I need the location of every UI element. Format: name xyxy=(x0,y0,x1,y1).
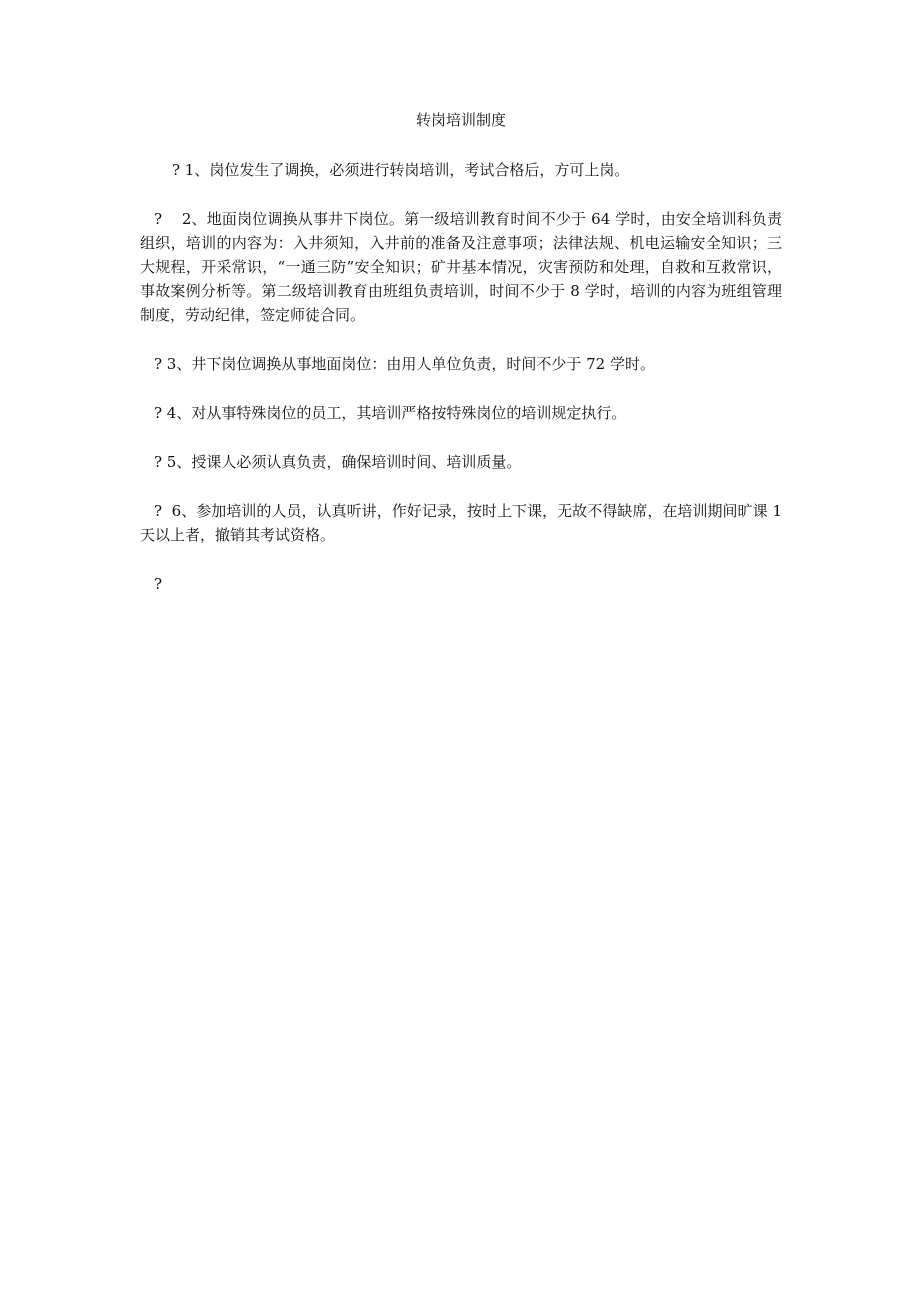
paragraph-2: ? 2、地面岗位调换从事井下岗位。第一级培训教育时间不少于 64 学时，由安全培训科负责组织，培训的内容为：入井须知，入井前的准备及注意事项；法律法规、机电运输安全知识；三大规程，开采常识，“一通三防”安全知识；矿井基本情况，灾害预防和处理，自救和互救常识，事故案例分析等。第二级培训教育由班组负责培训，时间不少于 8 学时，培训的内容为班组管理制度，劳动纪律，签定师徒合同。 xyxy=(140,210,782,324)
paragraph-1: ? 1、岗位发生了调换，必须进行转岗培训，考试合格后，方可上岗。 xyxy=(172,161,630,179)
document-title: 转岗培训制度 xyxy=(415,111,506,129)
paragraph-6: ? 6、参加培训的人员，认真听讲，作好记录，按时上下课，无故不得缺席，在培训期间旷课 1 天以上者，撤销其考试资格。 xyxy=(140,502,787,544)
paragraph-4: ? 4、对从事特殊岗位的员工，其培训严格按特殊岗位的培训规定执行。 xyxy=(154,404,627,422)
paragraph-7: ? xyxy=(154,575,163,593)
paragraph-5: ? 5、授课人必须认真负责，确保培训时间、培训质量。 xyxy=(154,453,522,471)
paragraph-3: ? 3、井下岗位调换从事地面岗位：由用人单位负责，时间不少于 72 学时。 xyxy=(154,355,655,373)
document-body xyxy=(140,108,787,621)
